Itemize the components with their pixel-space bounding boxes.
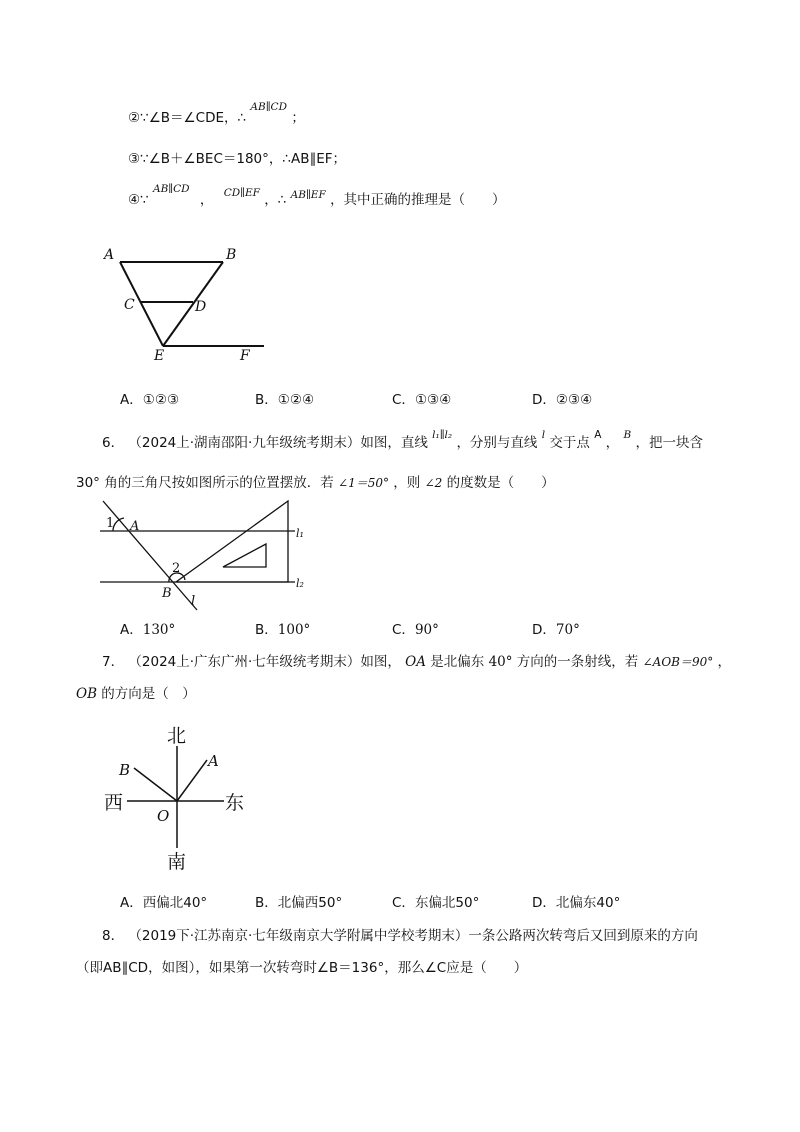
q6-option-a-value: 130° (142, 622, 176, 638)
q7-ob: OB (76, 686, 97, 702)
q7-comma: ， (717, 654, 732, 670)
q5-stmt2-sup: AB∥CD (250, 101, 288, 113)
q5-option-b-label: B． (255, 392, 278, 408)
q8-line2: （即AB∥CD，如图），如果第一次转弯时∠B＝136°，那么∠C应是（ ） (76, 960, 528, 976)
q5-label-a: A (104, 247, 115, 263)
q6-label-l1: l₁ (296, 527, 304, 540)
q5-label-d: D (195, 299, 207, 315)
q6-option-c-value: 90° (414, 622, 439, 638)
q5-option-c-value: ①③④ (414, 392, 452, 408)
q6-label-a: A (130, 519, 140, 534)
q5-option-a[interactable] (120, 390, 179, 410)
q5-option-d[interactable] (532, 390, 592, 410)
q6-triangle-ruler (176, 501, 288, 582)
q5-segment-be (163, 262, 223, 346)
q7-label-b: B (119, 761, 131, 779)
q7-stem-line1 (102, 652, 731, 672)
q5-stmt4-sup2: CD∥EF (223, 187, 260, 199)
q5-option-c[interactable] (392, 390, 451, 410)
q5-stmt4-sup3: AB∥EF (290, 189, 326, 201)
q8-line1: （2019下·江苏南京·七年级南京大学附属中学校考期末）一条公路两次转弯后又回到原来的方向 (128, 928, 698, 944)
q6-point-b: B (623, 429, 632, 441)
q5-label-b: B (226, 247, 237, 263)
q6-l1l2: l₁∥l₂ (432, 429, 453, 441)
q6-mid2: 交于点 (549, 435, 590, 451)
q7-line2-end: 的方向是（ ） (101, 686, 196, 702)
q5-stmt3-text: ③∵∠B＋∠BEC＝180°，∴AB∥EF； (128, 151, 347, 167)
q6-option-d-value: 70° (555, 622, 580, 638)
q5-stmt4-tail: ，其中正确的推理是（ ） (330, 192, 506, 208)
q6-stem-line2 (76, 473, 555, 493)
q6-angle1-arc (113, 518, 124, 531)
q5-stmt4-sup1: AB∥CD (153, 183, 190, 195)
q6-option-d[interactable] (532, 620, 580, 640)
q7-option-c-value: 东偏北50° (414, 895, 480, 911)
q7-option-b[interactable] (255, 893, 342, 913)
q6-angle2: ∠2 (424, 476, 443, 490)
q8-stem-line1 (102, 926, 698, 946)
q6-line2-end: 的度数是（ ） (446, 475, 555, 491)
q6-option-c-label: C． (392, 622, 415, 638)
q7-option-c-label: C． (392, 895, 415, 911)
q7-option-b-value: 北偏西50° (277, 895, 343, 911)
q6-source: （2024上·湖南邵阳·九年级统考期末）如图，直线 (128, 435, 428, 451)
q6-angle-30: 30° (76, 475, 100, 491)
q7-option-d-value: 北偏东40° (555, 895, 621, 911)
q6-line2-mid: ，则 (393, 475, 421, 491)
q5-stmt4-comma2: ，∴ (264, 192, 287, 208)
q6-line2-text: 角的三角尺按如图所示的位置摆放．若 (104, 475, 334, 491)
q5-label-f: F (240, 348, 250, 364)
q6-line-l: l (541, 429, 546, 441)
q6-option-d-label: D． (532, 622, 556, 638)
q5-option-b[interactable] (255, 390, 314, 410)
q6-option-b-label: B． (255, 622, 278, 638)
q6-angle2-arc (169, 573, 185, 582)
q6-option-a-label: A． (120, 622, 143, 638)
q5-option-d-label: D． (532, 392, 556, 408)
q7-label-north: 北 (167, 725, 187, 747)
q6-option-b-value: 100° (277, 622, 311, 638)
q7-mid2: 方向的一条射线，若 (516, 654, 639, 670)
q6-label-b: B (162, 586, 172, 601)
q7-ray-ob (134, 768, 177, 801)
q5-stmt2-text: ②∵∠B＝∠CDE，∴ (128, 110, 247, 126)
q7-option-a[interactable] (120, 893, 207, 913)
q6-number: 6． (102, 435, 125, 451)
q7-label-south: 南 (167, 851, 187, 873)
q6-angle1: ∠1＝50° (338, 476, 389, 490)
q6-option-c[interactable] (392, 620, 439, 640)
q6-label-l: l (191, 594, 196, 609)
q5-label-e: E (154, 348, 165, 364)
q7-option-a-value: 西偏北40° (142, 895, 208, 911)
q7-label-west: 西 (104, 792, 124, 814)
q5-option-d-value: ②③④ (555, 392, 593, 408)
q8-stem-line2 (76, 958, 527, 978)
q8-number: 8． (102, 928, 125, 944)
q6-option-a[interactable] (120, 620, 175, 640)
q7-number: 7． (102, 654, 125, 670)
q7-angle: ∠AOB＝90° (642, 655, 714, 669)
q5-statement-3 (128, 149, 346, 169)
q7-label-o: O (157, 807, 170, 825)
q7-stem-line2 (76, 684, 196, 704)
q6-line-l (103, 501, 197, 610)
q6-option-b[interactable] (255, 620, 310, 640)
q7-label-east: 东 (225, 792, 245, 814)
q7-oa: OA (405, 654, 426, 670)
q7-option-b-label: B． (255, 895, 278, 911)
q6-label-l2: l₂ (296, 577, 304, 590)
q5-option-a-label: A． (120, 392, 143, 408)
q5-stmt4-comma1: ， (199, 192, 214, 208)
q6-mid: ，分别与直线 (456, 435, 538, 451)
q6-mid3: ，把一块含 (635, 435, 703, 451)
q5-segment-ae (120, 262, 163, 346)
q7-source: （2024上·广东广州·七年级统考期末）如图， (128, 654, 401, 670)
q7-mid: 是北偏东 (430, 654, 485, 670)
q5-option-c-label: C． (392, 392, 415, 408)
q6-sep: ， (605, 435, 620, 451)
q5-option-a-value: ①②③ (142, 392, 180, 408)
q6-label-2: 2 (172, 561, 181, 576)
q7-option-c[interactable] (392, 893, 479, 913)
q7-option-a-label: A． (120, 895, 143, 911)
q5-option-b-value: ①②④ (277, 392, 315, 408)
q5-stmt4-num: ④∵ (128, 192, 149, 208)
q7-label-a: A (208, 752, 219, 770)
q6-label-1: 1 (106, 516, 115, 531)
q7-ray-oa (177, 760, 207, 801)
q5-label-c: C (124, 297, 135, 313)
q7-deg: 40° (488, 654, 513, 670)
q6-triangle-hole (223, 544, 266, 567)
q5-stmt2-end: ； (291, 110, 305, 126)
q6-point-a: A (594, 429, 602, 441)
q7-option-d[interactable] (532, 893, 620, 913)
q6-stem-line1 (102, 429, 703, 454)
q7-option-d-label: D． (532, 895, 556, 911)
